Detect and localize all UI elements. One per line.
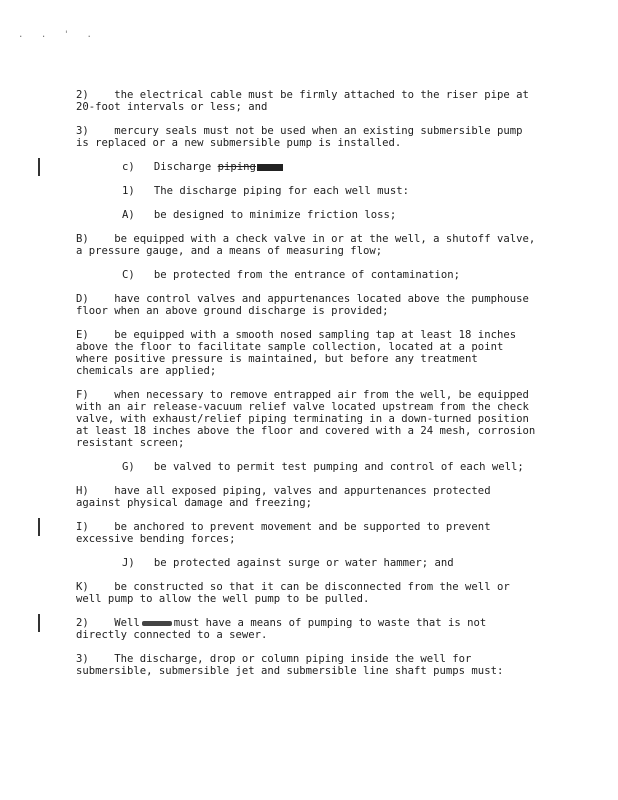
ink-blot <box>257 164 283 171</box>
pumping-to-waste-lead: 2) Well <box>76 617 140 629</box>
scan-specks: . . ' . <box>18 30 98 40</box>
struck-text-piping: piping <box>217 161 256 173</box>
heading-discharge-label: c) Discharge <box>122 161 218 173</box>
redaction-smudge <box>142 621 172 626</box>
paragraph-cable-attachment: 2) the electrical cable must be firmly attached to the riser pipe at 20-foot intervals or less; and <box>76 89 529 113</box>
item-a-friction-loss: A) be designed to minimize friction loss; <box>122 209 397 221</box>
paragraph-column-piping: 3) The discharge, drop or column piping inside the well for submersible, submersible jet and submersible line shaft pumps must: <box>76 653 504 677</box>
paragraph-pumping-to-waste <box>76 617 486 641</box>
item-f-air-release: F) when necessary to remove entrapped air from the well, be equipped with an air release-vacuum relief valve located upstream from the check valve, with exhaust/relief piping terminating in a down-turned position at least 18 inches above the floor and covered with a 24 mesh, corrosion resistant screen; <box>76 389 536 449</box>
heading-discharge-piping <box>122 161 283 173</box>
item-j-surge: J) be protected against surge or water hammer; and <box>122 557 454 569</box>
item-d-control-valves: D) have control valves and appurtenances located above the pumphouse floor when an above ground discharge is provided; <box>76 293 529 317</box>
item-b-check-valve: B) be equipped with a check valve in or at the well, a shutoff valve, a pressure gauge, and a means of measuring flow; <box>76 233 536 257</box>
item-h-exposed-piping: H) have all exposed piping, valves and appurtenances protected against physical damage and freezing; <box>76 485 491 509</box>
item-i-anchored: I) be anchored to prevent movement and be supported to prevent excessive bending forces; <box>76 521 491 545</box>
item-c-contamination: C) be protected from the entrance of contamination; <box>122 269 461 281</box>
item-k-disconnected: K) be constructed so that it can be disconnected from the well or well pump to allow the well pump to be pulled. <box>76 581 510 605</box>
paragraph-mercury-seals: 3) mercury seals must not be used when an existing submersible pump is replaced or a new submersible pump is installed. <box>76 125 523 149</box>
item-e-sampling-tap: E) be equipped with a smooth nosed sampling tap at least 18 inches above the floor to facilitate sample collection, located at a point where positive pressure is maintained, but before any treatment chemicals are applied; <box>76 329 517 377</box>
pumping-to-waste-body: must have a means of pumping to waste that is not directly connected to a sewer. <box>76 617 487 641</box>
revision-bar <box>38 614 40 632</box>
revision-bar <box>38 518 40 536</box>
item-g-test-pumping: G) be valved to permit test pumping and control of each well; <box>122 461 524 473</box>
paragraph-discharge-piping-must: 1) The discharge piping for each well must: <box>122 185 410 197</box>
revision-bar <box>38 158 40 176</box>
